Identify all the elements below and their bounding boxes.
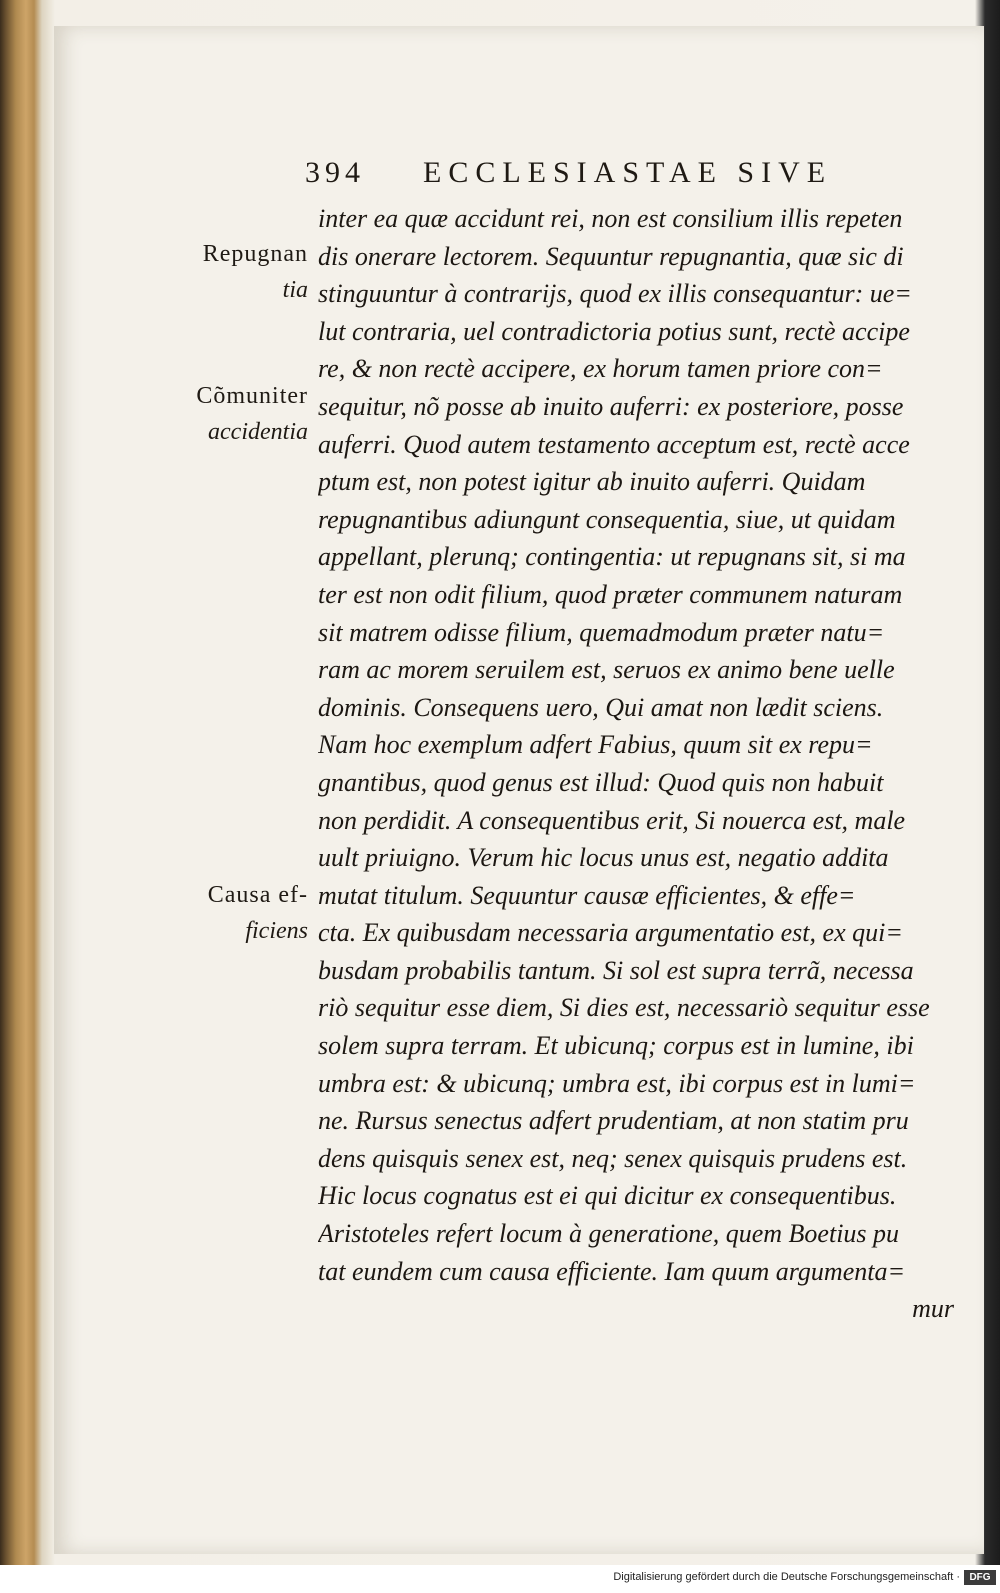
text-line: auferri. Quod autem testamento acceptum est, rectè acce xyxy=(318,429,910,459)
text-line: ram ac morem seruilem est, seruos ex animo bene uelle xyxy=(318,655,895,685)
text-line: ptum est, non potest igitur ab inuito auferri. Quidam xyxy=(318,467,866,497)
text-line: mutat titulum. Sequuntur causæ efficientes, & effe= xyxy=(318,880,856,910)
text-line: solem supra terram. Et ubicunq; corpus est in lumine, ibi xyxy=(318,1031,914,1061)
running-title: ECCLESIASTAE SIVE xyxy=(423,156,833,189)
text-line: Hic locus cognatus est ei qui dicitur ex consequentibus. xyxy=(318,1181,897,1211)
margin-note-repugnantia-1: Repugnan xyxy=(202,241,308,267)
footer-bar xyxy=(0,1565,1000,1593)
text-line: cta. Ex quibusdam necessaria argumentatio est, ex qui= xyxy=(318,918,903,948)
text-line: repugnantibus adiungunt consequentia, siue, ut quidam xyxy=(318,504,896,534)
text-line: umbra est: & ubicunq; umbra est, ibi corpus est in lumi= xyxy=(318,1068,916,1098)
text-line: dominis. Consequens uero, Qui amat non lædit sciens. xyxy=(318,692,884,722)
funding-credit: Digitalisierung gefördert durch die Deutsche Forschungsgemeinschaft · xyxy=(613,1571,960,1583)
text-line: riò sequitur esse diem, Si dies est, necessariò sequitur esse xyxy=(318,993,930,1023)
text-line: Aristoteles refert locum à generatione, quem Boetius pu xyxy=(318,1219,900,1249)
main-text xyxy=(318,200,958,1328)
text-line: appellant, plerunq; contingentia: ut repugnans sit, si ma xyxy=(318,542,906,572)
margin-note-causa-1: Causa ef- xyxy=(207,882,308,908)
text-line: tat eundem cum causa efficiente. Iam quum argumenta= xyxy=(318,1256,906,1286)
text-line: sequitur, nõ posse ab inuito auferri: ex posteriore, posse xyxy=(318,391,904,421)
page-number: 394 xyxy=(305,156,365,189)
text-line: gnantibus, quod genus est illud: Quod quis non habuit xyxy=(318,767,884,797)
margin-note-communiter-2: accidentia xyxy=(208,419,308,445)
page-header xyxy=(305,156,905,196)
text-line: Nam hoc exemplum adfert Fabius, quum sit ex repu= xyxy=(318,730,873,760)
catchword: mur xyxy=(912,1294,954,1324)
text-line: inter ea quæ accidunt rei, non est consilium illis repeten xyxy=(318,204,903,233)
text-line: sit matrem odisse filium, quemadmodum præter natu= xyxy=(318,617,885,647)
margin-note-communiter-1: Cõmuniter xyxy=(196,383,308,409)
text-line: uult priuigno. Verum hic locus unus est, negatio addita xyxy=(318,843,889,873)
text-line: ne. Rursus senectus adfert prudentiam, at non statim pru xyxy=(318,1106,909,1136)
text-line: ter est non odit filium, quod præter communem naturam xyxy=(318,579,903,609)
text-line: lut contraria, uel contradictoria potius sunt, rectè accipe xyxy=(318,316,910,346)
margin-note-repugnantia-2: tia xyxy=(282,277,308,303)
text-line: busdam probabilis tantum. Si sol est supra terrã, necessa xyxy=(318,955,914,985)
text-line: stinguuntur à contrarijs, quod ex illis consequantur: ue= xyxy=(318,279,912,309)
text-line: non perdidit. A consequentibus erit, Si nouerca est, male xyxy=(318,805,906,835)
text-line: dens quisquis senex est, neq; senex quisquis prudens est. xyxy=(318,1143,908,1173)
text-line: dis onerare lectorem. Sequuntur repugnantia, quæ sic di xyxy=(318,241,904,271)
margin-note-causa-2: ficiens xyxy=(245,918,308,944)
dfg-logo-icon: DFG xyxy=(964,1570,996,1585)
text-line: re, & non rectè accipere, ex horum tamen priore con= xyxy=(318,354,883,384)
